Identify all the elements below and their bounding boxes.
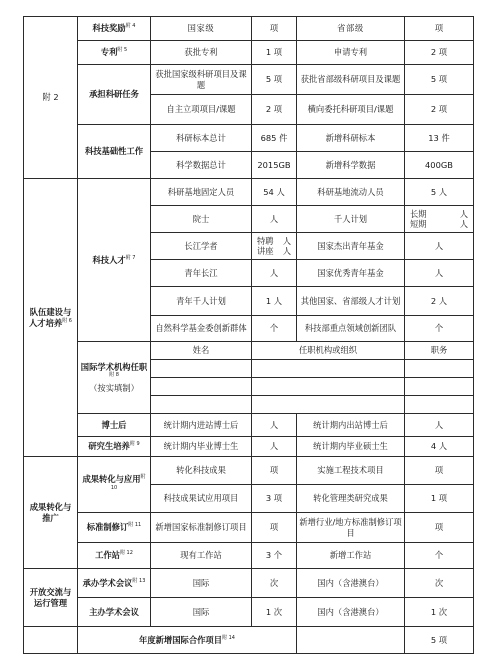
specimens-total-label: 科研标本总计 xyxy=(151,125,252,152)
tasks-self-label: 自主立项项目/课题 xyxy=(151,95,252,125)
confs-row xyxy=(24,569,474,598)
innovation-group-label: 自然科学基金委创新群体 xyxy=(151,316,252,342)
master-graduates-label: 统计期内毕业硕士生 xyxy=(297,437,405,457)
coop-label: 年度新增国际合作项目$^{附 14}$ xyxy=(78,627,297,654)
intl-positions-label: 国际学术机构任职$^{附 8}$ （按实填制） xyxy=(78,342,151,414)
data-new-label: 新增科学数据 xyxy=(297,152,405,179)
phd-graduates-value: 人 xyxy=(252,437,297,457)
tasks-commissioned-label: 横向委托科研项目/课题 xyxy=(297,95,405,125)
postdoc-in-value: 人 xyxy=(252,414,297,437)
intl-position-cell[interactable] xyxy=(405,360,474,378)
industry-standards-value: 项 xyxy=(405,513,474,543)
existing-stations-value: 3 个 xyxy=(252,543,297,569)
grad-row xyxy=(24,437,474,457)
basic-work-label: 科技基础性工作 xyxy=(78,125,151,179)
coop-left-blank xyxy=(24,627,78,654)
intl-name-header: 姓名 xyxy=(151,342,252,360)
report-form xyxy=(23,16,473,664)
awards-provincial-label: 省部级 xyxy=(297,17,405,41)
patents-applied-label: 申请专利 xyxy=(297,41,405,65)
undertaken-domestic-value: 次 xyxy=(405,569,474,598)
intl-name-cell[interactable] xyxy=(151,396,252,414)
tasks-provincial-value: 5 项 xyxy=(405,65,474,95)
tasks-national-value: 5 项 xyxy=(252,65,297,95)
tasks-self-value: 2 项 xyxy=(252,95,297,125)
postdoc-in-label: 统计期内进站博士后 xyxy=(151,414,252,437)
specimens-new-label: 新增科研标本 xyxy=(297,125,405,152)
converted-results-value: 项 xyxy=(252,457,297,485)
awards-national-value: 项 xyxy=(252,17,297,41)
thousand-talents-label: 千人计划 xyxy=(297,206,405,233)
intl-org-cell[interactable] xyxy=(252,378,405,396)
engineering-projects-label: 实施工程技术项目 xyxy=(297,457,405,485)
management-results-label: 转化管理类研究成果 xyxy=(297,485,405,513)
tasks-row-1 xyxy=(24,65,474,95)
engineering-projects-value: 项 xyxy=(405,457,474,485)
undertaken-intl-label: 国际 xyxy=(151,569,252,598)
master-graduates-value: 4 人 xyxy=(405,437,474,457)
standards-label: 标准制修订$^{附 11}$ xyxy=(78,513,151,543)
standards-row xyxy=(24,513,474,543)
distinguished-youth-value: 人 xyxy=(405,233,474,260)
key-team-value: 个 xyxy=(405,316,474,342)
other-talent-plans-value: 2 人 xyxy=(405,287,474,316)
talent-row-1 xyxy=(24,179,474,206)
basic-row-1 xyxy=(24,125,474,152)
national-standards-value: 项 xyxy=(252,513,297,543)
excellent-youth-value: 人 xyxy=(405,260,474,287)
patents-applied-value: 2 项 xyxy=(405,41,474,65)
section-team-building: 队伍建设与人才培养$^{附 6}$ xyxy=(24,179,78,457)
talent-label: 科技人才$^{附 7}$ xyxy=(78,179,151,342)
data-total-value: 2015GB xyxy=(252,152,297,179)
patents-granted-label: 获批专利 xyxy=(151,41,252,65)
awards-label: 科技奖励$^{附 4}$ xyxy=(78,17,151,41)
undertaken-conferences-label: 承办学术会议$^{附 13}$ xyxy=(78,569,151,598)
academician-label: 院士 xyxy=(151,206,252,233)
excellent-youth-label: 国家优秀青年基金 xyxy=(297,260,405,287)
intl-name-cell[interactable] xyxy=(151,378,252,396)
intl-position-cell[interactable] xyxy=(405,396,474,414)
thousand-talents-value: 长期 人 短期 人 xyxy=(405,206,474,233)
national-standards-label: 新增国家标准制修订项目 xyxy=(151,513,252,543)
undertaken-intl-value: 次 xyxy=(252,569,297,598)
stations-label: 工作站$^{附 12}$ xyxy=(78,543,151,569)
fixed-staff-label: 科研基地固定人员 xyxy=(151,179,252,206)
academician-value: 人 xyxy=(252,206,297,233)
hosted-domestic-label: 国内（含港澳台） xyxy=(297,598,405,627)
young-changjiang-label: 青年长江 xyxy=(151,260,252,287)
tasks-commissioned-value: 2 项 xyxy=(405,95,474,125)
postdoc-row xyxy=(24,414,474,437)
hosted-row xyxy=(24,598,474,627)
intl-header-row xyxy=(24,342,474,360)
coop-blank xyxy=(297,627,405,654)
trial-application-label: 科技成果试应用项目 xyxy=(151,485,252,513)
intl-org-header: 任职机构或组织 xyxy=(252,342,405,360)
awards-national-label: 国家级 xyxy=(151,17,252,41)
changjiang-value: 特聘 人 讲座 人 xyxy=(252,233,297,260)
patents-row xyxy=(24,41,474,65)
changjiang-label: 长江学者 xyxy=(151,233,252,260)
patents-label: 专利$^{附 5}$ xyxy=(78,41,151,65)
tasks-national-label: 获批国家级科研项目及课题 xyxy=(151,65,252,95)
hosted-intl-label: 国际 xyxy=(151,598,252,627)
grad-label: 研究生培养$^{附 9}$ xyxy=(78,437,151,457)
new-stations-value: 个 xyxy=(405,543,474,569)
awards-provincial-value: 项 xyxy=(405,17,474,41)
young-thousand-value: 1 人 xyxy=(252,287,297,316)
intl-position-header: 职务 xyxy=(405,342,474,360)
key-team-label: 科技部重点领域创新团队 xyxy=(297,316,405,342)
phd-graduates-label: 统计期内毕业博士生 xyxy=(151,437,252,457)
mobile-staff-value: 5 人 xyxy=(405,179,474,206)
existing-stations-label: 现有工作站 xyxy=(151,543,252,569)
postdoc-out-value: 人 xyxy=(405,414,474,437)
distinguished-youth-label: 国家杰出青年基金 xyxy=(297,233,405,260)
tasks-label: 承担科研任务 xyxy=(78,65,151,125)
hosted-conferences-label: 主办学术会议 xyxy=(78,598,151,627)
fixed-staff-value: 54 人 xyxy=(252,179,297,206)
section-open-exchange: 开放交流与运行管理 xyxy=(24,569,78,627)
intl-name-cell[interactable] xyxy=(151,360,252,378)
new-stations-label: 新增工作站 xyxy=(297,543,405,569)
postdoc-out-label: 统计期内出站博士后 xyxy=(297,414,405,437)
converted-results-label: 转化科技成果 xyxy=(151,457,252,485)
data-total-label: 科学数据总计 xyxy=(151,152,252,179)
tasks-provincial-label: 获批省部级科研项目及课题 xyxy=(297,65,405,95)
young-thousand-label: 青年千人计划 xyxy=(151,287,252,316)
stations-row xyxy=(24,543,474,569)
statistics-table xyxy=(23,16,474,654)
awards-row xyxy=(24,17,474,41)
intl-org-cell[interactable] xyxy=(252,360,405,378)
specimens-total-value: 685 件 xyxy=(252,125,297,152)
young-changjiang-value: 人 xyxy=(252,260,297,287)
intl-position-cell[interactable] xyxy=(405,378,474,396)
section-cell-research xyxy=(24,17,78,179)
transfer-row-1 xyxy=(24,457,474,485)
innovation-group-value: 个 xyxy=(252,316,297,342)
undertaken-domestic-label: 国内（含港澳台） xyxy=(297,569,405,598)
industry-standards-label: 新增行业/地方标准制修订项目 xyxy=(297,513,405,543)
specimens-new-value: 13 件 xyxy=(405,125,474,152)
section-achievement-transfer: 成果转化与推广 xyxy=(24,457,78,569)
trial-application-value: 3 项 xyxy=(252,485,297,513)
data-new-value: 400GB xyxy=(405,152,474,179)
coop-value: 5 项 xyxy=(405,627,474,654)
management-results-value: 1 项 xyxy=(405,485,474,513)
corner-note: 附 2 xyxy=(42,92,59,103)
patents-granted-value: 1 项 xyxy=(252,41,297,65)
hosted-domestic-value: 1 次 xyxy=(405,598,474,627)
transfer-label: 成果转化与应用$^{附 10}$ xyxy=(78,457,151,513)
other-talent-plans-label: 其他国家、省部级人才计划 xyxy=(297,287,405,316)
postdoc-label: 博士后 xyxy=(78,414,151,437)
intl-org-cell[interactable] xyxy=(252,396,405,414)
coop-row xyxy=(24,627,474,654)
hosted-intl-value: 1 次 xyxy=(252,598,297,627)
mobile-staff-label: 科研基地流动人员 xyxy=(297,179,405,206)
